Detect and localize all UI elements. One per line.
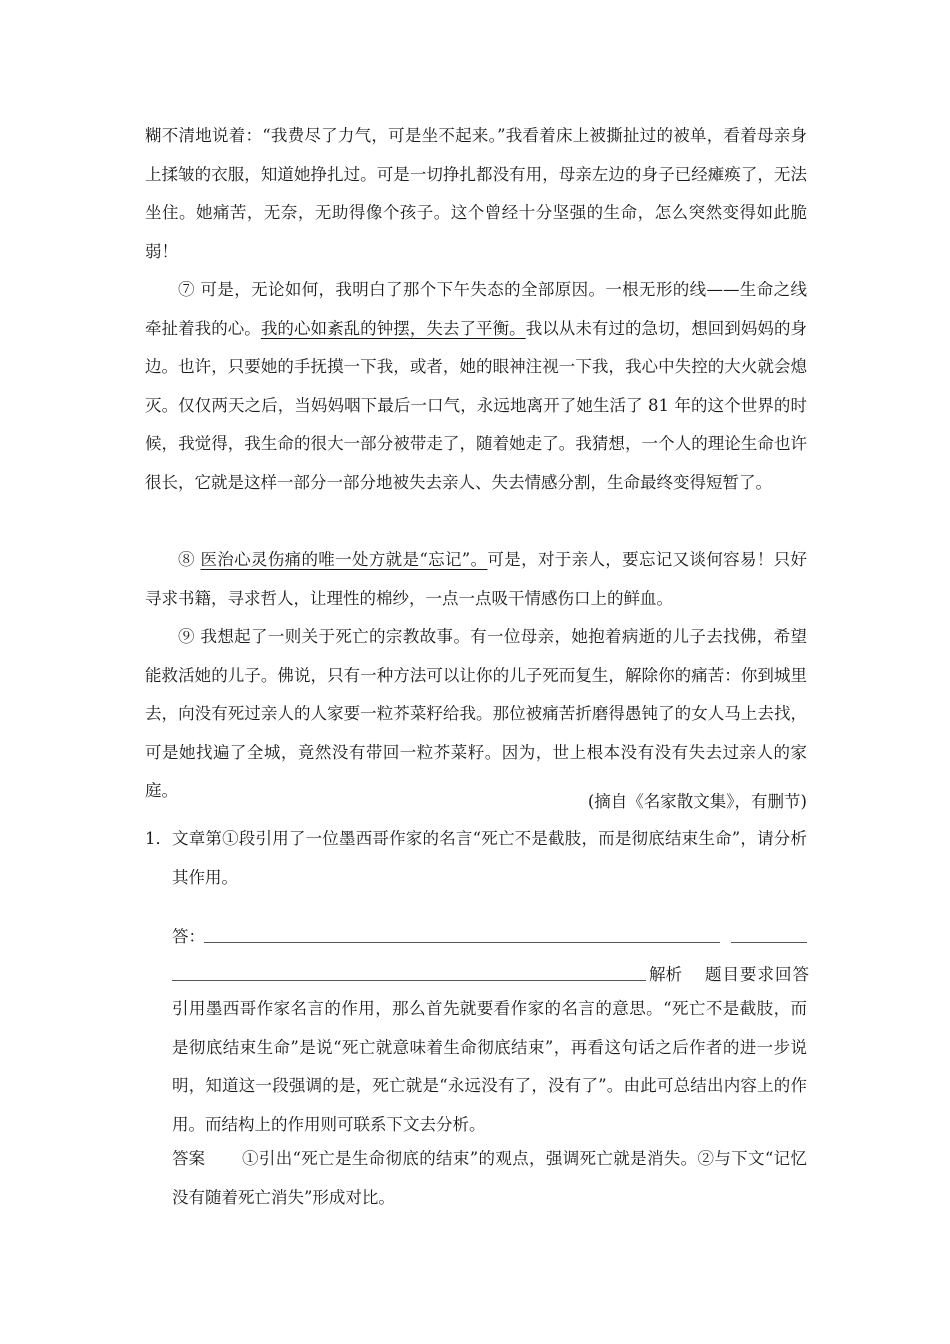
question-text: 文章第①段引用了一位墨西哥作家的名言“死亡不是截肢，而是彻底结束生命”，请分析其作用。: [172, 829, 807, 887]
answer-key-label: 答案: [172, 1149, 205, 1168]
paragraph-6-continued: 糊不清地说着：“我费尽了力气，可是坐不起来。”我看着床上被撕扯过的被单，看着母亲身上揉皱的衣服，知道她挣扎过。可是一切挣扎都没有用，母亲左边的身子已经瘫痪了，无法坐住。她痛苦，无奈，无助得像个孩子。这个曾经十分坚强的生命，怎么突然变得如此脆弱！: [145, 126, 807, 261]
answer-key-text: ①引出“死亡是生命彻底的结束”的观点，强调死亡就是消失。②与下文“记忆没有随着死亡消失”形成对比。: [172, 1149, 807, 1207]
answer-blank-line-1[interactable]: [204, 942, 720, 943]
paragraph-8-text: 可是，对于亲人，要忘记又谈何容易！只好寻求书籍，寻求哲人，让理性的棉纱，一点一点吸干情感伤口上的鲜血。: [145, 550, 808, 608]
paragraph-7-text-a: ⑦ 可是，无论如何，我明白了那个下午失态的全部原因。一根无形的线——生命之线牵扯着我的心。: [145, 280, 807, 338]
paragraph-8-underlined-sentence: 医治心灵伤痛的唯一处方就是“忘记”。: [200, 550, 488, 569]
source-note: (摘自《名家散文集》，有删节): [587, 792, 807, 811]
paragraph-7: [145, 271, 807, 503]
paragraph-8: [145, 541, 807, 618]
answer-label: 答：: [172, 927, 205, 946]
paragraph-9: ⑨ 我想起了一则关于死亡的宗教故事。有一位母亲，她抱着病逝的儿子去找佛，希望能救活她的儿子。佛说，只有一种方法可以让你的儿子死而复生，解除你的痛苦：你到城里去，向没有死过亲人的人家要一粒芥菜籽给我。那位被痛苦折磨得愚钝了的女人马上去找，可是她找遍了全城，竟然没有带回一粒芥菜籽。因为，世上根本没有没有失去过亲人的家庭。: [145, 627, 807, 801]
paragraph-7-underlined-sentence: 我的心如紊乱的钟摆，失去了平衡。: [260, 318, 526, 338]
question-number: 1．: [145, 829, 172, 848]
analysis-label: 解析: [649, 965, 682, 984]
analysis-heading: 题目要求回答: [705, 965, 810, 984]
paragraph-7-text-b: 我以从未有过的急切，想回到妈妈的身边。也许，只要她的手抚摸一下我，或者，她的眼神注视一下我，我心中失控的大火就会熄灭。仅仅两天之后，当妈妈咽下最后一口气，永远地离开了她生活了 81 年的这个世界的时候，我觉得，我生命的很大一部分被带走了，随着她走了。我猜想，一个人的理论生命也许很长，它就是这样一部分一部分地被失去亲人、失去情感分割，生命最终变得短暂了。: [145, 318, 808, 492]
paragraph-8-number: ⑧: [178, 550, 201, 569]
answer-blank-line-3[interactable]: [172, 980, 646, 981]
answer-blank-line-2[interactable]: [731, 942, 807, 943]
analysis-text: 引用墨西哥作家名言的作用，那么首先就要看作家的名言的意思。“死亡不是截肢，而是彻底结束生命”是说“死亡就意味着生命彻底结束”，再看这句话之后作者的进一步说明，知道这一段强调的是，死亡就是“永远没有了，没有了”。由此可总结出内容上的作用。而结构上的作用则可联系下文去分析。: [172, 999, 807, 1134]
